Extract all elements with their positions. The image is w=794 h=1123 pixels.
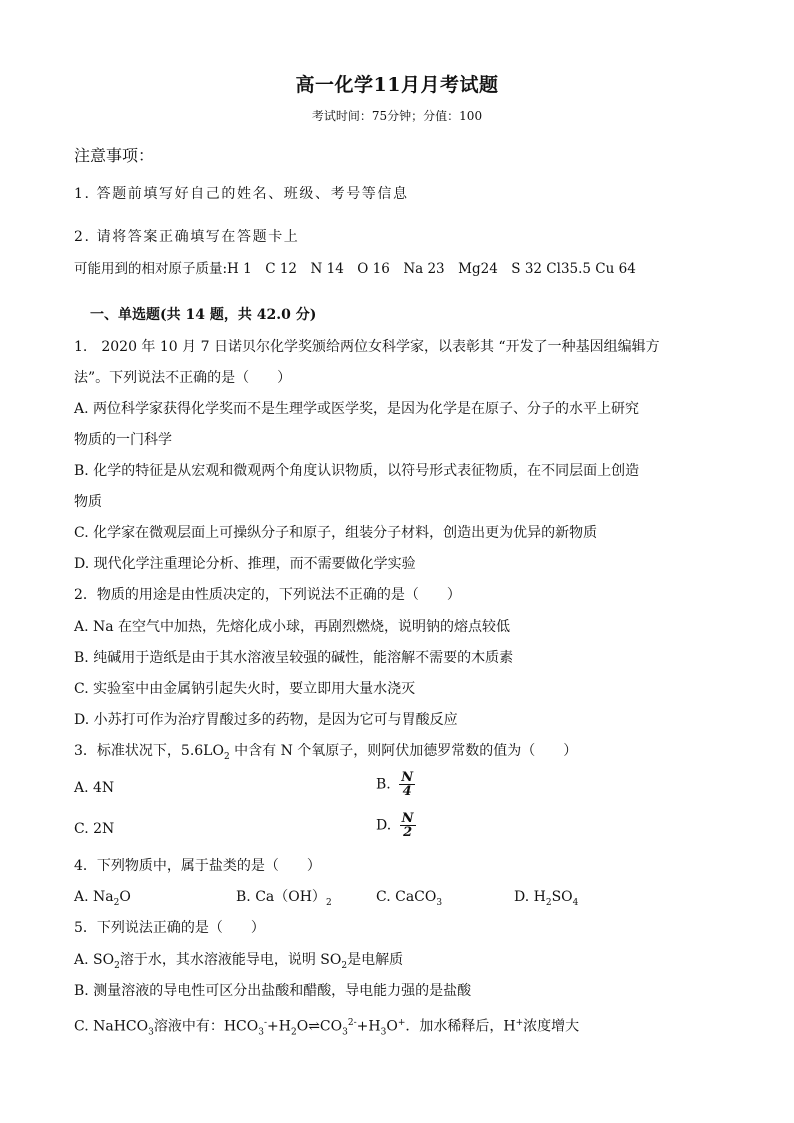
q3-option-a: A. 4N	[74, 780, 115, 796]
q1-option-c: C. 化学家在微观层面上可操纵分子和原子，组装分子材料，创造出更为优异的新物质	[74, 525, 598, 541]
q4-option-c	[376, 887, 442, 913]
q5-c-sub4: 3	[342, 1027, 348, 1038]
q5-c-part3: +H	[267, 1018, 291, 1035]
q5-stem: 5．下列说法正确的是（ ）	[74, 920, 265, 936]
q2-option-c: C. 实验室中由金属钠引起失火时，要立即用大量水浇灭	[74, 681, 416, 697]
q5-c-part7: ．加水稀释后，H	[405, 1018, 516, 1035]
exam-title: 高一化学11月月考试题	[295, 74, 499, 96]
q1-option-a-line2: 物质的一门科学	[74, 432, 172, 448]
q3-option-c: C. 2N	[74, 821, 115, 837]
q5-option-c	[74, 1013, 579, 1042]
q4-option-a-pre: A. Na	[74, 889, 114, 905]
notice-item-2: 2. 请将答案正确填写在答题卡上	[74, 229, 300, 245]
atomic-masses: 可能用到的相对原子质量:H 1 C 12 N 14 O 16 Na 23 Mg24 S 32 Cl35.5 Cu 64	[74, 261, 636, 277]
q5-c-sup4: +	[515, 1018, 524, 1028]
q4-option-b	[236, 887, 332, 913]
q3-option-d	[376, 812, 416, 839]
q4-option-a	[74, 887, 131, 913]
q4-stem: 4．下列物质中，属于盐类的是（ ）	[74, 858, 321, 874]
q3-option-b	[376, 771, 415, 798]
q5-option-a-sub1: 2	[114, 960, 120, 971]
q3-stem-post: 中含有 N 个氧原子，则阿伏加德罗常数的值为（ ）	[229, 743, 578, 759]
q5-c-sub2: 3	[258, 1027, 264, 1038]
q2-stem: 2．物质的用途是由性质决定的，下列说法不正确的是（ ）	[74, 587, 461, 603]
exam-subtitle: 考试时间：75分钟；分值：100	[311, 109, 483, 123]
q4-option-d	[514, 887, 578, 913]
q3-stem-sub: 2	[223, 751, 230, 762]
q3-option-d-fraction	[400, 812, 416, 839]
q2-option-b: B. 纯碱用于造纸是由于其水溶液呈较强的碱性，能溶解不需要的木质素	[74, 650, 514, 666]
q1-stem-line1: 1. 2020 年 10 月 7 日诺贝尔化学奖颁给两位女科学家，以表彰其 “开发了一种基因组编辑方	[74, 339, 660, 355]
q2-option-a: A. Na 在空气中加热，先熔化成小球，再剧烈燃烧，说明钠的熔点较低	[74, 619, 511, 635]
q3-option-d-label: D.	[376, 817, 392, 834]
q4-option-b-sub: 2	[325, 897, 332, 908]
q1-option-a-line1: A. 两位科学家获得化学奖而不是生理学或医学奖，是因为化学是在原子、分子的水平上研究	[74, 401, 640, 417]
q4-option-a-sub: 2	[113, 897, 120, 908]
q5-option-a-mid: 溶于水，其水溶液能导电，说明 SO	[119, 952, 342, 968]
q5-c-part4: O⇌CO	[296, 1018, 343, 1035]
q3-option-b-fraction	[399, 771, 415, 798]
q5-c-part6: O	[386, 1018, 398, 1035]
q4-option-a-post: O	[119, 889, 131, 905]
q5-c-part8: 浓度增大	[523, 1018, 580, 1035]
notice-item-1: 1. 答题前填写好自己的姓名、班级、考号等信息	[74, 186, 409, 202]
q4-option-b-pre: B. Ca（OH）	[236, 889, 326, 905]
q3-stem-pre: 3．标准状况下，5.6LO	[74, 743, 224, 759]
q5-option-b: B. 测量溶液的导电性可区分出盐酸和醋酸，导电能力强的是盐酸	[74, 983, 472, 999]
q5-option-a-sub2: 2	[341, 960, 348, 971]
q3-option-b-numerator: N	[401, 770, 414, 785]
q1-option-d: D. 现代化学注重理论分析、推理，而不需要做化学实验	[74, 556, 416, 572]
q4-option-c-sub: 3	[436, 897, 443, 908]
q3-option-b-label: B.	[376, 776, 391, 793]
q1-stem-line2: 法”。下列说法不正确的是（ ）	[74, 370, 292, 386]
q5-c-sup1: -	[263, 1018, 268, 1028]
q5-option-a-post: 是电解质	[347, 952, 404, 968]
q1-option-b-line1: B. 化学的特征是从宏观和微观两个角度认识物质，以符号形式表征物质，在不同层面上创造	[74, 463, 640, 479]
q4-option-d-sub2: 4	[572, 897, 579, 908]
q4-option-d-mid: SO	[551, 889, 573, 905]
q3-stem	[74, 741, 577, 767]
q5-option-a	[74, 950, 403, 976]
q5-c-sup2: 2-	[347, 1018, 357, 1028]
q4-option-d-pre: D. H	[514, 889, 546, 905]
q3-option-d-denominator: 2	[403, 825, 413, 840]
q3-option-d-numerator: N	[401, 811, 414, 826]
q5-c-part2: 溶液中有：HCO	[153, 1018, 259, 1035]
q4-option-c-pre: C. CaCO	[376, 889, 437, 905]
q5-c-sub5: 3	[380, 1027, 387, 1038]
q5-c-sub3: 2	[290, 1027, 297, 1038]
q1-option-b-line2: 物质	[74, 494, 102, 510]
q4-option-d-sub1: 2	[545, 897, 552, 908]
q2-option-d: D. 小苏打可作为治疗胃酸过多的药物，是因为它可与胃酸反应	[74, 712, 458, 728]
q5-c-part1: C. NaHCO	[74, 1018, 149, 1035]
q5-c-sup3: +	[397, 1018, 406, 1028]
q5-c-part5: +H	[356, 1018, 381, 1035]
q5-option-a-pre: A. SO	[74, 952, 115, 968]
section-heading: 一、单选题(共 14 题，共 42.0 分)	[90, 307, 317, 323]
q3-option-b-denominator: 4	[402, 784, 412, 799]
q5-c-sub1: 3	[148, 1027, 154, 1038]
notice-heading: 注意事项：	[74, 146, 155, 165]
